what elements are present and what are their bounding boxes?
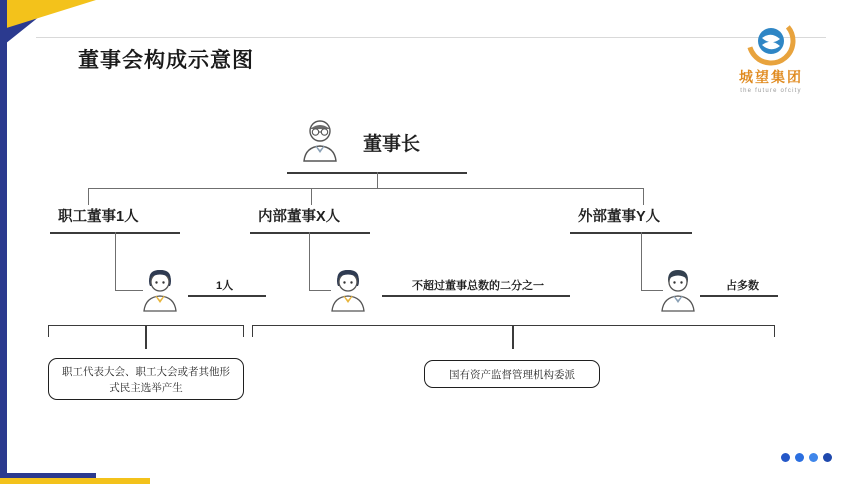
slide-progress-dots	[781, 453, 832, 462]
source-note-box-left: 职工代表大会、职工大会或者其他形式民主选举产生	[48, 358, 244, 400]
source-bracket-left-stem	[145, 325, 147, 349]
corner-ribbon-yellow-icon	[0, 0, 96, 30]
logo-name: 城望集团	[739, 69, 803, 85]
branch-underline-3	[570, 232, 692, 234]
branch-1-stem	[115, 232, 116, 290]
left-edge-bar	[0, 0, 7, 484]
avatar	[328, 268, 368, 312]
brand-logo	[716, 16, 826, 94]
branch-note-3: 占多数	[726, 280, 759, 292]
branch-2-stem	[309, 232, 310, 290]
connector-bus	[88, 188, 643, 189]
branch-note-underline-1	[188, 295, 266, 297]
avatar	[658, 268, 698, 312]
chairman-label: 董事长	[363, 134, 421, 155]
bottom-edge-bar-blue	[0, 473, 96, 478]
avatar	[300, 118, 340, 162]
branch-note-underline-2	[382, 295, 570, 297]
title-divider	[36, 37, 826, 38]
branch-label-3: 外部董事Y人	[578, 209, 661, 225]
dot-4-icon	[823, 453, 832, 462]
page-title: 董事会构成示意图	[78, 49, 254, 72]
connector-to-branch-2	[311, 188, 312, 205]
logo-tagline: the future ofcity	[740, 88, 802, 94]
branch-note-1: 1人	[216, 280, 234, 292]
branch-label-1: 职工董事1人	[58, 209, 139, 225]
bottom-edge-bar-yellow	[0, 478, 150, 484]
branch-note-2: 不超过董事总数的二分之一	[412, 280, 544, 292]
swirl-logo-icon	[746, 16, 796, 66]
dot-3-icon	[809, 453, 818, 462]
branch-3-stem	[641, 232, 642, 290]
branch-label-2: 内部董事X人	[258, 209, 341, 225]
connector-to-branch-3	[643, 188, 644, 205]
branch-underline-2	[250, 232, 370, 234]
dot-1-icon	[781, 453, 790, 462]
connector-trunk	[377, 172, 378, 188]
branch-note-underline-3	[700, 295, 778, 297]
source-bracket-right-stem	[512, 325, 514, 349]
source-note-box-right: 国有资产监督管理机构委派	[424, 360, 600, 388]
source-bracket-right	[252, 325, 775, 337]
connector-to-branch-1	[88, 188, 89, 205]
dot-2-icon	[795, 453, 804, 462]
avatar	[140, 268, 180, 312]
branch-1-stem-h	[115, 290, 143, 291]
